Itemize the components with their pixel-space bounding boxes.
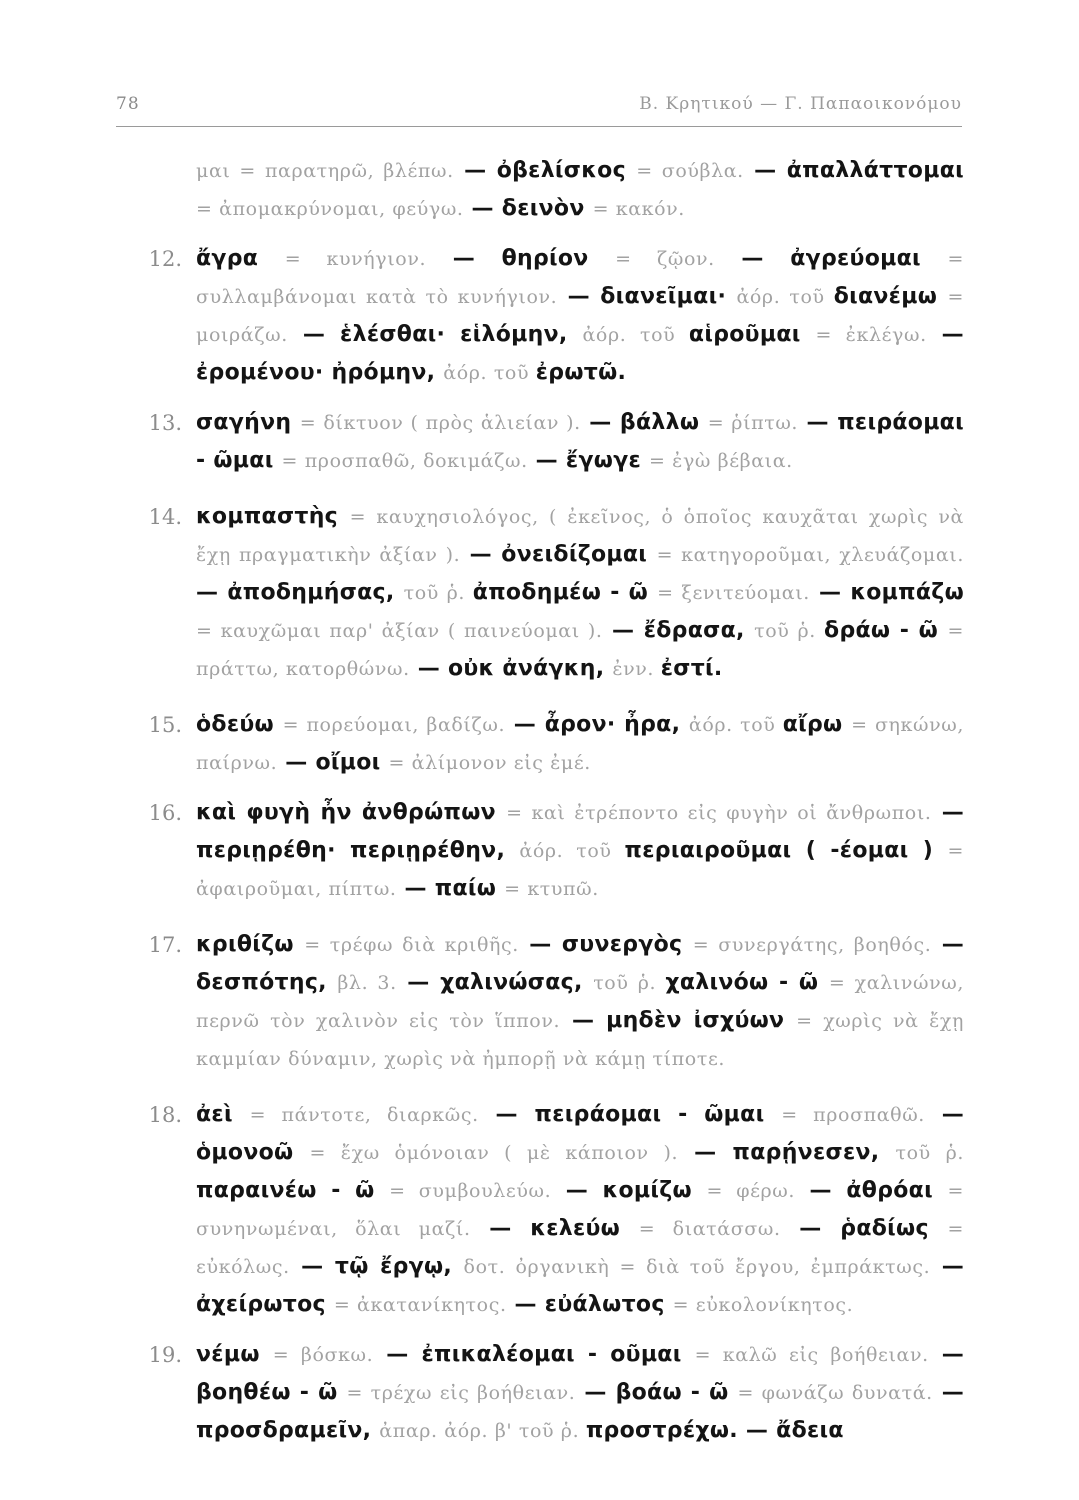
headword: — κομπάζω — [809, 580, 964, 605]
headword: — ἀποδημήσας, — [196, 580, 404, 605]
gloss: δοτ. ὀργανικὴ = διὰ τοῦ ἔργου, ἐμπράκτως. — [463, 1256, 931, 1278]
gloss: = φωνάζω δυνατά. — [737, 1382, 933, 1404]
gloss: = διατάσσω. — [638, 1218, 781, 1240]
gloss: = ἔχω ὁμόνοιαν ( μὲ κάποιον ). — [309, 1142, 679, 1164]
headword: — ἐπικαλέομαι - οῦμαι — [373, 1342, 695, 1367]
gloss: = καὶ ἐτρέποντο εἰς φυγὴν οἱ ἄνθρωποι. — [506, 802, 932, 824]
headword: — ἀγρεύομαι — [714, 246, 948, 271]
gloss: = σούβλα. — [636, 160, 744, 182]
gloss: = βόσκω. — [272, 1344, 374, 1366]
glossary-entry — [148, 240, 965, 392]
headword: — περιῃρέθη· περιῃρέθην, — [196, 800, 964, 863]
gloss: = τρέφω διὰ κριθῆς. — [304, 934, 519, 956]
gloss: = μοιράζω. — [196, 286, 965, 346]
page-header — [116, 86, 962, 127]
gloss: βλ. 3. — [337, 972, 397, 994]
gloss: τοῦ ῥ. — [593, 972, 666, 994]
headword: — ἐρομένου· ἠρόμην, — [196, 322, 964, 385]
headword: — κελεύω — [470, 1216, 639, 1241]
headword: — οἴμοι — [277, 750, 389, 775]
headword: — ἑλέσθαι· εἱλόμην, — [287, 322, 583, 347]
headword: — κομίζω — [551, 1178, 707, 1203]
entry-text — [196, 1096, 964, 1324]
headword: — ὀβελίσκος — [453, 158, 637, 183]
gloss: = ἀπομακρύνομαι, φεύγω. — [196, 198, 464, 220]
gloss: ἀπαρ. ἀόρ. β' τοῦ ῥ. — [379, 1420, 586, 1442]
headword: κριθίζω — [196, 932, 305, 957]
headword: προστρέχω. — [585, 1418, 738, 1443]
gloss: = συνεργάτης, βοηθός. — [692, 934, 932, 956]
headword: — ἀχείρωτος — [196, 1254, 964, 1317]
gloss: = προσπαθῶ. — [781, 1104, 925, 1126]
headword: δράω - ῶ — [824, 618, 948, 643]
headword: — ἀπαλλάττομαι — [743, 158, 965, 183]
gloss: = συμβουλεύω. — [389, 1180, 552, 1202]
headword: — διανεῖμαι· — [557, 284, 737, 309]
headword: περιαιροῦμαι ( -έομαι ) — [624, 838, 948, 863]
entry-number: 17. — [148, 933, 182, 957]
gloss: = συνηνωμέναι, ὅλαι μαζί. — [196, 1180, 964, 1240]
gloss: = ἀλίμονον εἰς ἐμέ. — [388, 752, 591, 774]
headword: — βάλλω — [580, 410, 708, 435]
headword: — ἀθρόαι — [795, 1178, 948, 1203]
glossary-entry — [148, 404, 964, 480]
gloss: τοῦ ῥ. — [754, 620, 825, 642]
gloss: = χαλινώνω, περνῶ τὸν χαλινὸν εἰς τὸν ἵππον. — [196, 972, 964, 1032]
headword: — παίω — [396, 876, 505, 901]
gloss: = ζῷον. — [615, 248, 715, 270]
headword: — οὐκ ἀνάγκη, — [409, 656, 613, 681]
glossary-entry — [148, 706, 964, 782]
gloss: ἀόρ. τοῦ — [688, 714, 783, 736]
headword: — προσδραμεῖν, — [196, 1380, 965, 1443]
entry-number: 12. — [148, 247, 182, 271]
entry-text — [196, 240, 964, 392]
headword: ἄγρα — [196, 246, 285, 271]
headword: — εὐάλωτος — [506, 1292, 673, 1317]
headword: — τῷ ἔργῳ, — [289, 1254, 464, 1279]
headword: — ῥαδίως — [780, 1216, 948, 1241]
entry-text — [196, 404, 964, 480]
headword: — δεινὸν — [463, 196, 593, 221]
gloss: = κακόν. — [592, 198, 685, 220]
gloss: = σηκώνω, παίρνω. — [196, 714, 964, 774]
gloss: = ἐγὼ βέβαια. — [648, 450, 793, 472]
headword: — παρῄνεσεν, — [678, 1140, 896, 1165]
gloss: = καυχησιολόγος, ( ἐκεῖνος, ὁ ὁποῖος καυχᾶται χωρὶς νὰ ἔχῃ πραγματικὴν ἀξίαν ). — [196, 506, 964, 566]
gloss: τοῦ ῥ. — [403, 582, 473, 604]
headword: — ὁμονοῶ — [196, 1102, 964, 1165]
glossary-entry — [148, 926, 964, 1078]
gloss: ἀόρ. τοῦ — [582, 324, 689, 346]
headword: καὶ φυγὴ ἦν ἀνθρώπων — [196, 800, 507, 825]
running-head: Β. Κρητικού — Γ. Παπαοικονόμου — [639, 94, 962, 114]
entry-number: 13. — [148, 411, 182, 435]
headword: παραινέω - ῶ — [196, 1178, 390, 1203]
gloss: = ξενιτεύομαι. — [657, 582, 810, 604]
gloss: = ἀφαιροῦμαι, πίπτω. — [196, 840, 964, 900]
headword: — δεσπότης, — [196, 932, 964, 995]
entry-text — [196, 498, 964, 688]
gloss: = εὐκολονίκητος. — [672, 1294, 854, 1316]
gloss: = προσπαθῶ, δοκιμάζω. — [281, 450, 528, 472]
gloss: = κυνήγιον. — [284, 248, 427, 270]
gloss: = συλλαμβάνομαι κατὰ τὸ κυνήγιον. — [196, 248, 964, 308]
gloss: = πράττω, κατορθώνω. — [196, 620, 965, 680]
headword: — ἔδρασα, — [602, 618, 755, 643]
headword: — βοηθέω - ῶ — [196, 1342, 964, 1405]
headword: αἴρω — [782, 712, 852, 737]
gloss: ἀόρ. τοῦ — [736, 286, 834, 308]
headword: — ἔγωγε — [527, 448, 649, 473]
gloss: = πάντοτε, διαρκῶς. — [249, 1104, 479, 1126]
gloss: = εὐκόλως. — [196, 1218, 964, 1278]
headword: ὁδεύω — [196, 712, 283, 737]
headword: διανέμω — [833, 284, 948, 309]
headword: αἱροῦμαι — [688, 322, 816, 347]
entry-number: 16. — [148, 801, 182, 825]
headword: — χαλινώσας, — [396, 970, 594, 995]
gloss: = ἀκατανίκητος. — [333, 1294, 507, 1316]
headword: ἀεὶ — [196, 1102, 250, 1127]
glossary-entry — [196, 152, 964, 228]
gloss: = καυχῶμαι παρ' ἀξίαν ( παινεύομαι ). — [196, 620, 603, 642]
headword: — ἄδεια — [737, 1418, 844, 1443]
gloss: ἀόρ. τοῦ — [443, 362, 536, 384]
entry-number: 14. — [148, 505, 182, 529]
headword: ἀποδημέω - ῶ — [472, 580, 658, 605]
entry-text — [196, 706, 964, 782]
gloss: = δίκτυον ( πρὸς ἁλιείαν ). — [299, 412, 581, 434]
entry-text — [196, 794, 964, 908]
gloss: μαι = — [196, 160, 265, 182]
headword: — πειράομαι - ῶμαι — [196, 410, 964, 473]
gloss: = τρέχω εἰς βοήθειαν. — [346, 1382, 576, 1404]
headword: — συνεργὸς — [518, 932, 693, 957]
headword: σαγήνη — [196, 410, 300, 435]
gloss: = κτυπῶ. — [504, 878, 599, 900]
gloss: ἀόρ. τοῦ — [519, 840, 625, 862]
headword: — ὀνειδίζομαι — [460, 542, 657, 567]
headword: — μηδὲν ἰσχύων — [560, 1008, 797, 1033]
gloss: = ῥίπτω. — [707, 412, 799, 434]
gloss: = καλῶ εἰς βοήθειαν. — [694, 1344, 929, 1366]
gloss: = πορεύομαι, βαδίζω. — [282, 714, 506, 736]
entry-text — [196, 1336, 964, 1450]
gloss: = ἐκλέγω. — [815, 324, 927, 346]
glossary-entry — [148, 1096, 964, 1324]
glossary-entry — [148, 498, 965, 688]
gloss: = κατηγοροῦμαι, χλευάζομαι. — [656, 544, 964, 566]
entry-text — [196, 926, 964, 1078]
headword: νέμω — [196, 1342, 273, 1367]
gloss: παρατηρῶ, βλέπω. — [264, 160, 454, 182]
gloss: τοῦ ῥ. — [895, 1142, 964, 1164]
glossary-entry — [148, 1336, 965, 1450]
headword: — θηρίον — [426, 246, 616, 271]
entry-number: 19. — [148, 1343, 182, 1367]
headword: κομπαστὴς — [196, 504, 350, 529]
page-number: 78 — [116, 94, 140, 114]
gloss: = φέρω. — [706, 1180, 796, 1202]
gloss: = χωρὶς νὰ ἔχῃ καμμίαν δύναμιν, χωρὶς νὰ ἠμπορῇ νὰ κάμῃ τίποτε. — [196, 1010, 964, 1070]
headword: — ἆρον· ἦρα, — [505, 712, 689, 737]
entry-number: 15. — [148, 713, 182, 737]
headword: ἐστί. — [660, 656, 723, 681]
headword: — βοάω - ῶ — [575, 1380, 738, 1405]
headword: — πειράομαι - ῶμαι — [478, 1102, 782, 1127]
glossary-entry — [148, 794, 964, 908]
entry-number: 18. — [148, 1103, 182, 1127]
gloss: ἐνν. — [612, 658, 661, 680]
entry-text — [196, 152, 964, 228]
headword: ἐρωτῶ. — [535, 360, 627, 385]
headword: χαλινόω - ῶ — [665, 970, 829, 995]
glossary-body — [148, 152, 965, 1462]
